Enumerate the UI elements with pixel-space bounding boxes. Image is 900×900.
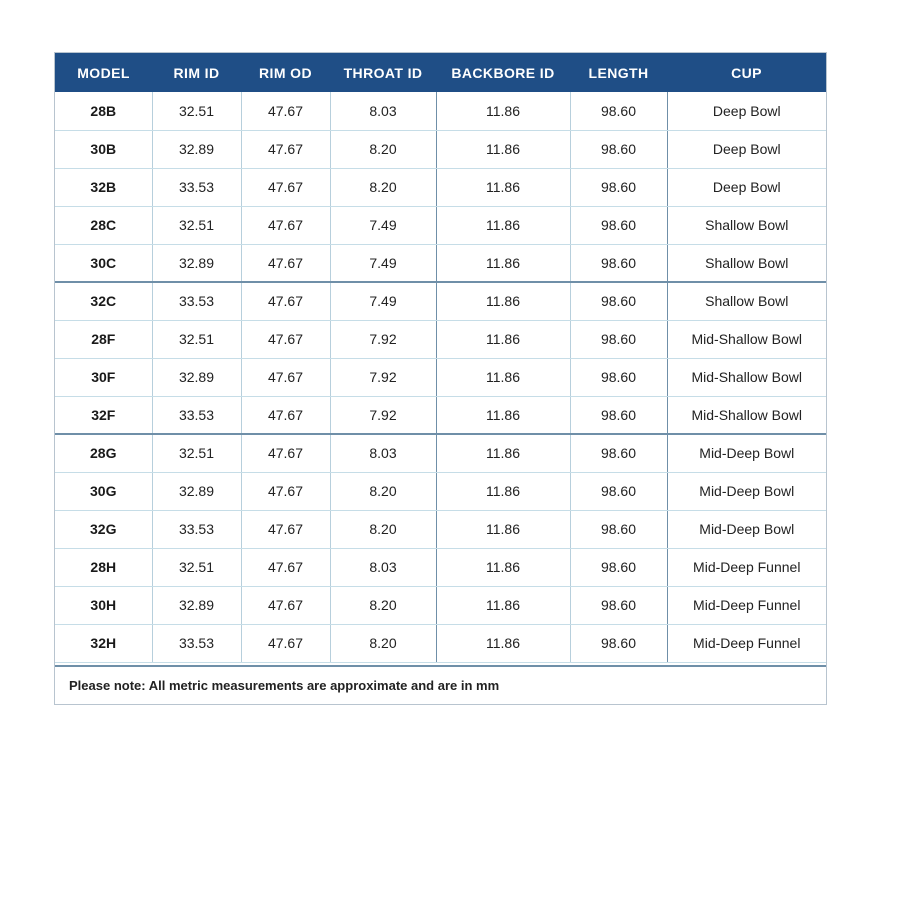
cell-backbore-id: 11.86: [436, 320, 570, 358]
cell-backbore-id: 11.86: [436, 168, 570, 206]
table-row: [55, 586, 826, 624]
cell-model: 32B: [55, 168, 152, 206]
cell-rim-od: 47.67: [241, 586, 330, 624]
cell-rim-id: 33.53: [152, 282, 241, 320]
column-header-length: LENGTH: [588, 64, 649, 81]
cell-backbore-id: 11.86: [436, 282, 570, 320]
cell-model: 32G: [55, 510, 152, 548]
cell-throat-id: 8.03: [330, 92, 436, 130]
cell-cup: Mid-Deep Funnel: [667, 586, 826, 624]
cell-backbore-id: 11.86: [436, 472, 570, 510]
cell-throat-id: 7.92: [330, 320, 436, 358]
cell-rim-id: 33.53: [152, 396, 241, 434]
column-header-cup: CUP: [731, 64, 762, 81]
table-row: [55, 548, 826, 586]
table-row: [55, 472, 826, 510]
table-body: [55, 92, 826, 662]
cell-cup: Mid-Deep Funnel: [667, 624, 826, 662]
table-row: [55, 244, 826, 282]
cell-cup: Shallow Bowl: [667, 244, 826, 282]
cell-throat-id: 8.03: [330, 434, 436, 472]
cell-length: 98.60: [570, 358, 667, 396]
table-row: [55, 434, 826, 472]
cell-rim-id: 32.51: [152, 548, 241, 586]
cell-backbore-id: 11.86: [436, 206, 570, 244]
table-row: [55, 358, 826, 396]
cell-cup: Mid-Deep Bowl: [667, 472, 826, 510]
cell-model: 28G: [55, 434, 152, 472]
cell-length: 98.60: [570, 130, 667, 168]
cell-cup: Mid-Deep Bowl: [667, 434, 826, 472]
cell-rim-od: 47.67: [241, 396, 330, 434]
cell-cup: Mid-Deep Funnel: [667, 548, 826, 586]
cell-length: 98.60: [570, 206, 667, 244]
cell-cup: Mid-Deep Bowl: [667, 510, 826, 548]
cell-rim-id: 32.51: [152, 92, 241, 130]
table-row: [55, 92, 826, 130]
cell-rim-id: 33.53: [152, 168, 241, 206]
measurement-note: Please note: All metric measurements are approximate and are in mm: [55, 665, 826, 704]
table-header-row: [55, 53, 826, 92]
cell-rim-od: 47.67: [241, 320, 330, 358]
spec-table-container: [54, 52, 827, 705]
cell-model: 30B: [55, 130, 152, 168]
cell-cup: Mid-Shallow Bowl: [667, 358, 826, 396]
cell-model: 30F: [55, 358, 152, 396]
cell-throat-id: 7.49: [330, 206, 436, 244]
cell-rim-od: 47.67: [241, 206, 330, 244]
cell-backbore-id: 11.86: [436, 624, 570, 662]
cell-rim-od: 47.67: [241, 92, 330, 130]
cell-backbore-id: 11.86: [436, 130, 570, 168]
cell-rim-id: 32.89: [152, 244, 241, 282]
cell-rim-id: 33.53: [152, 510, 241, 548]
cell-length: 98.60: [570, 92, 667, 130]
cell-rim-id: 32.51: [152, 434, 241, 472]
column-header-model: MODEL: [77, 64, 130, 81]
cell-throat-id: 7.49: [330, 282, 436, 320]
cell-model: 30G: [55, 472, 152, 510]
cell-length: 98.60: [570, 244, 667, 282]
cell-cup: Deep Bowl: [667, 168, 826, 206]
table-row: [55, 396, 826, 434]
cell-backbore-id: 11.86: [436, 396, 570, 434]
cell-cup: Mid-Shallow Bowl: [667, 396, 826, 434]
cell-rim-od: 47.67: [241, 358, 330, 396]
table-row: [55, 130, 826, 168]
cell-throat-id: 8.20: [330, 624, 436, 662]
table-row: [55, 168, 826, 206]
cell-backbore-id: 11.86: [436, 244, 570, 282]
cell-backbore-id: 11.86: [436, 548, 570, 586]
cell-throat-id: 8.03: [330, 548, 436, 586]
cell-rim-id: 32.51: [152, 320, 241, 358]
cell-throat-id: 8.20: [330, 130, 436, 168]
cell-model: 28H: [55, 548, 152, 586]
cell-rim-od: 47.67: [241, 244, 330, 282]
cell-length: 98.60: [570, 510, 667, 548]
cell-throat-id: 7.49: [330, 244, 436, 282]
cell-throat-id: 7.92: [330, 358, 436, 396]
cell-rim-id: 33.53: [152, 624, 241, 662]
cell-length: 98.60: [570, 586, 667, 624]
cell-cup: Deep Bowl: [667, 92, 826, 130]
cell-throat-id: 8.20: [330, 510, 436, 548]
cell-length: 98.60: [570, 472, 667, 510]
cell-model: 32C: [55, 282, 152, 320]
cell-rim-od: 47.67: [241, 510, 330, 548]
cell-backbore-id: 11.86: [436, 358, 570, 396]
cell-length: 98.60: [570, 548, 667, 586]
cell-model: 30C: [55, 244, 152, 282]
cell-throat-id: 7.92: [330, 396, 436, 434]
cell-backbore-id: 11.86: [436, 434, 570, 472]
cell-cup: Shallow Bowl: [667, 206, 826, 244]
cell-model: 32F: [55, 396, 152, 434]
cell-length: 98.60: [570, 396, 667, 434]
cell-model: 30H: [55, 586, 152, 624]
cell-rim-od: 47.67: [241, 434, 330, 472]
cell-cup: Shallow Bowl: [667, 282, 826, 320]
cell-length: 98.60: [570, 434, 667, 472]
cell-throat-id: 8.20: [330, 472, 436, 510]
cell-cup: Mid-Shallow Bowl: [667, 320, 826, 358]
cell-backbore-id: 11.86: [436, 586, 570, 624]
cell-rim-id: 32.89: [152, 358, 241, 396]
cell-length: 98.60: [570, 282, 667, 320]
table-row: [55, 624, 826, 662]
spec-table: [55, 53, 826, 663]
column-header-rim-id: RIM ID: [173, 64, 220, 81]
cell-throat-id: 8.20: [330, 168, 436, 206]
cell-throat-id: 8.20: [330, 586, 436, 624]
cell-rim-od: 47.67: [241, 282, 330, 320]
column-header-rim-od: RIM OD: [259, 64, 312, 81]
table-row: [55, 206, 826, 244]
column-header-backbore-id: BACKBORE ID: [451, 64, 555, 81]
cell-backbore-id: 11.86: [436, 92, 570, 130]
cell-rim-od: 47.67: [241, 624, 330, 662]
cell-rim-od: 47.67: [241, 472, 330, 510]
cell-length: 98.60: [570, 624, 667, 662]
cell-cup: Deep Bowl: [667, 130, 826, 168]
cell-rim-od: 47.67: [241, 168, 330, 206]
column-header-throat-id: THROAT ID: [343, 64, 423, 81]
cell-rim-od: 47.67: [241, 548, 330, 586]
cell-rim-id: 32.89: [152, 586, 241, 624]
cell-model: 28B: [55, 92, 152, 130]
cell-length: 98.60: [570, 168, 667, 206]
cell-backbore-id: 11.86: [436, 510, 570, 548]
cell-rim-id: 32.89: [152, 130, 241, 168]
table-row: [55, 510, 826, 548]
table-row: [55, 320, 826, 358]
cell-rim-id: 32.51: [152, 206, 241, 244]
cell-rim-od: 47.67: [241, 130, 330, 168]
table-row: [55, 282, 826, 320]
cell-model: 32H: [55, 624, 152, 662]
cell-model: 28C: [55, 206, 152, 244]
cell-rim-id: 32.89: [152, 472, 241, 510]
cell-model: 28F: [55, 320, 152, 358]
cell-length: 98.60: [570, 320, 667, 358]
